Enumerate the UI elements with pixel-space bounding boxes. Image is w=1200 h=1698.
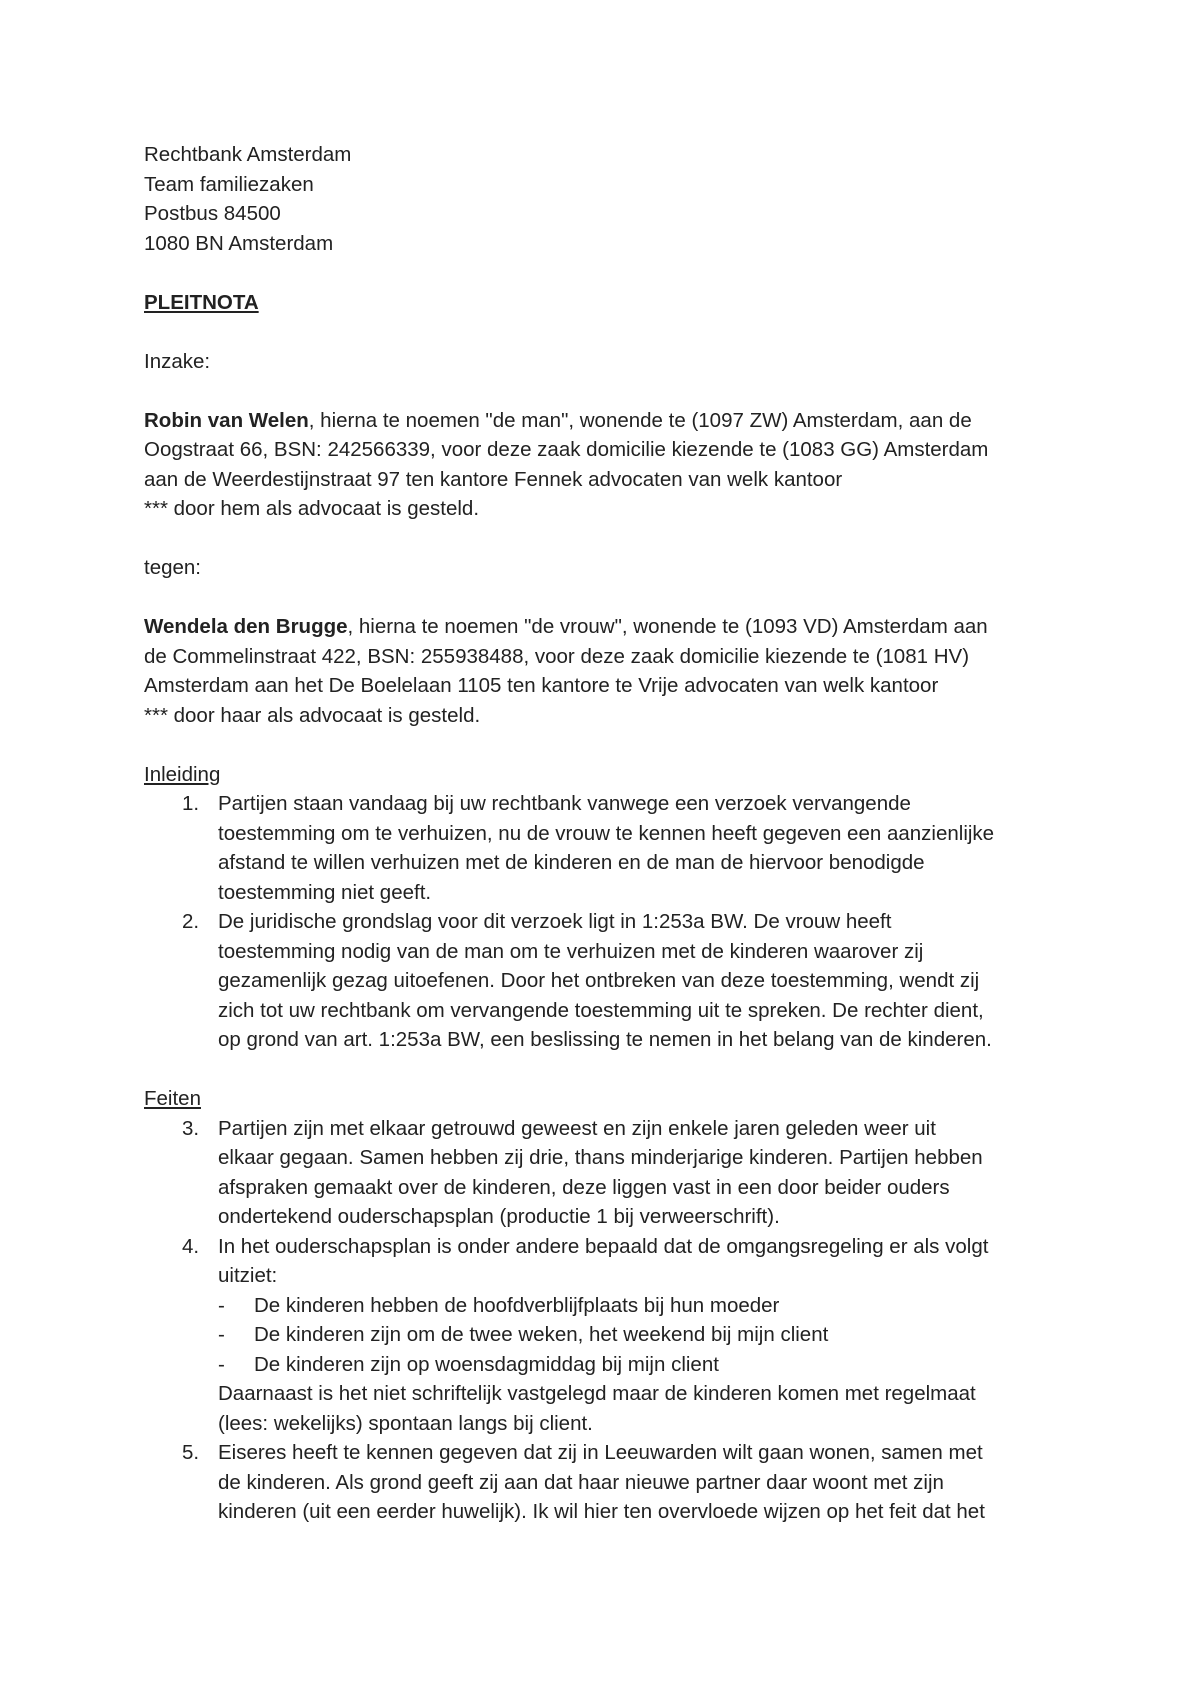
item-number: 5. bbox=[182, 1441, 200, 1464]
numbered-item-1 bbox=[144, 789, 1084, 907]
dash-marker: - bbox=[218, 1352, 225, 1376]
address-line: 1080 BN Amsterdam bbox=[144, 231, 334, 255]
item-line: Partijen staan vandaag bij uw rechtbank vanwege een verzoek vervangende bbox=[218, 792, 911, 815]
document-title: PLEITNOTA bbox=[144, 290, 259, 314]
item-line: de kinderen. Als grond geeft zij aan dat haar nieuwe partner daar woont met zijn bbox=[218, 1470, 944, 1494]
item-line: Daarnaast is het niet schriftelijk vastgelegd maar de kinderen komen met regelmaat bbox=[218, 1382, 976, 1405]
numbered-item-3 bbox=[144, 1114, 1084, 1232]
item-line: De juridische grondslag voor dit verzoek ligt in 1:253a BW. De vrouw heeft bbox=[218, 910, 892, 933]
numbered-item-5 bbox=[144, 1438, 1084, 1527]
dash-marker: - bbox=[218, 1323, 225, 1346]
item-line: toestemming nodig van de man om te verhuizen met de kinderen waarover zij bbox=[218, 939, 924, 963]
numbered-item-2 bbox=[144, 907, 1084, 1055]
party-man-line bbox=[144, 406, 1084, 436]
section-heading-inleiding: Inleiding bbox=[144, 762, 221, 786]
court-address bbox=[144, 140, 1084, 258]
party-woman bbox=[144, 612, 1084, 730]
party-man-line: aan de Weerdestijnstraat 97 ten kantore Fennek advocaten van welk kantoor bbox=[144, 467, 843, 491]
item-line: Partijen zijn met elkaar getrouwd geweest en zijn enkele jaren geleden weer uit bbox=[218, 1116, 936, 1140]
party-man-line: Oogstraat 66, BSN: 242566339, voor deze zaak domicilie kiezende te (1083 GG) Amsterdam bbox=[144, 438, 989, 461]
address-line: Team familiezaken bbox=[144, 172, 314, 196]
party-man bbox=[144, 406, 1084, 524]
party-woman-line: de Commelinstraat 422, BSN: 255938488, voor deze zaak domicilie kiezende te (1081 HV) bbox=[144, 644, 970, 668]
item-number: 2. bbox=[182, 910, 200, 933]
item-line: elkaar gegaan. Samen hebben zij drie, thans minderjarige kinderen. Partijen hebben bbox=[218, 1146, 983, 1169]
dash-list-item bbox=[218, 1320, 1084, 1350]
document-page bbox=[144, 140, 1084, 1527]
spacer bbox=[144, 376, 1084, 406]
party-man-name: Robin van Welen bbox=[144, 408, 309, 432]
item-line: kinderen (uit een eerder huwelijk). Ik wil hier ten overvloede wijzen op het feit dat het bbox=[218, 1500, 985, 1523]
tegen-label: tegen: bbox=[144, 556, 201, 579]
spacer bbox=[144, 317, 1084, 347]
item-line: toestemming niet geeft. bbox=[218, 880, 432, 904]
address-line: Postbus 84500 bbox=[144, 202, 281, 225]
party-woman-line: Amsterdam aan het De Boelelaan 1105 ten kantore te Vrije advocaten van welk kantoor bbox=[144, 674, 939, 697]
item-line: afspraken gemaakt over de kinderen, deze liggen vast in een door beider ouders bbox=[218, 1175, 950, 1199]
item-line: (lees: wekelijks) spontaan langs bij client. bbox=[218, 1411, 593, 1435]
item-line: op grond van art. 1:253a BW, een beslissing te nemen in het belang van de kinderen. bbox=[218, 1028, 992, 1051]
dash-list-item bbox=[218, 1350, 1084, 1380]
spacer bbox=[144, 583, 1084, 613]
party-man-text: , hierna te noemen "de man", wonende te (1097 ZW) Amsterdam, aan de bbox=[308, 408, 972, 432]
item-line: uitziet: bbox=[218, 1264, 278, 1287]
spacer bbox=[144, 258, 1084, 288]
item-number: 3. bbox=[182, 1116, 200, 1140]
item-line: afstand te willen verhuizen met de kinderen en de man de hiervoor benodigde bbox=[218, 851, 925, 874]
party-woman-line: *** door haar als advocaat is gesteld. bbox=[144, 703, 481, 727]
item-line: In het ouderschapsplan is onder andere bepaald dat de omgangsregeling er als volgt bbox=[218, 1234, 989, 1258]
item-line: toestemming om te verhuizen, nu de vrouw te kennen heeft gegeven een aanzienlijke bbox=[218, 821, 995, 845]
item-number: 1. bbox=[182, 792, 200, 815]
item-line: zich tot uw rechtbank om vervangende toestemming uit te spreken. De rechter dient, bbox=[218, 998, 984, 1022]
party-woman-text: , hierna te noemen "de vrouw", wonende te (1093 VD) Amsterdam aan bbox=[347, 615, 988, 638]
party-woman-name: Wendela den Brugge bbox=[144, 615, 348, 638]
item-number: 4. bbox=[182, 1234, 200, 1258]
dash-marker: - bbox=[218, 1293, 225, 1317]
dash-item-text: De kinderen zijn om de twee weken, het weekend bij mijn client bbox=[254, 1323, 829, 1346]
party-woman-line bbox=[144, 612, 1084, 642]
item-line: ondertekend ouderschapsplan (productie 1 bij verweerschrift). bbox=[218, 1205, 780, 1228]
dash-item-text: De kinderen hebben de hoofdverblijfplaats bij hun moeder bbox=[254, 1293, 780, 1317]
numbered-item-4 bbox=[144, 1232, 1084, 1439]
dash-list-item bbox=[218, 1291, 1084, 1321]
party-man-line: *** door hem als advocaat is gesteld. bbox=[144, 497, 480, 520]
spacer bbox=[144, 730, 1084, 760]
spacer bbox=[144, 1055, 1084, 1085]
inzake-label: Inzake: bbox=[144, 349, 211, 373]
item-line: Eiseres heeft te kennen gegeven dat zij in Leeuwarden wilt gaan wonen, samen met bbox=[218, 1441, 983, 1464]
dash-item-text: De kinderen zijn op woensdagmiddag bij mijn client bbox=[254, 1352, 719, 1376]
item-line: gezamenlijk gezag uitoefenen. Door het ontbreken van deze toestemming, wendt zij bbox=[218, 969, 980, 992]
spacer bbox=[144, 524, 1084, 554]
section-heading-feiten: Feiten bbox=[144, 1087, 201, 1110]
address-line: Rechtbank Amsterdam bbox=[144, 143, 352, 166]
